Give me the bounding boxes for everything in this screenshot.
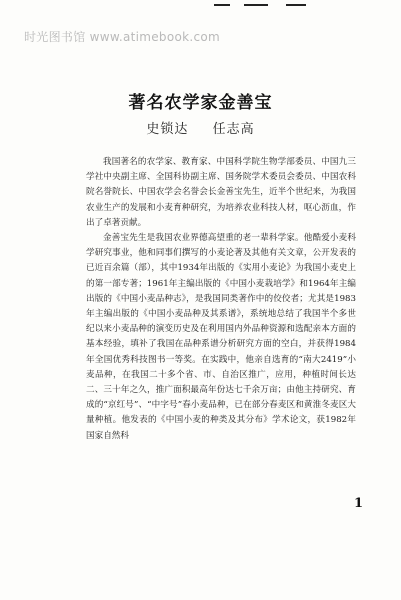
top-rule <box>286 4 306 6</box>
author-name: 史锁达 <box>146 122 189 137</box>
top-rule <box>214 4 230 6</box>
watermark: 时光图书馆 www.atimebook.com <box>24 30 221 44</box>
paragraph: 金善宝先生是我国农业界德高望重的老一辈科学家。他酷爱小麦科学研究事业，他和同事们撰写的小麦论著及其他有关文章，公开发表的已近百余篇（部），其中1934年出版的《实用小麦论》为我国小麦史上的第一部专著；1961年主编出版的《中国小麦栽培学》和1964年主编出版的《中国小麦品种志》，是我国同类著作中的佼佼者；尤其是1983年主编出版的《中国小麦品种及其系谱》，系统地总结了我国半个多世纪以来小麦品种的演变历史及在利用国内外品种资源和选配亲本方面的基本经验，填补了我国在品种系谱分析研究方面的空白，并获得1984年全国优秀科技图书一等奖。在实践中，他亲自选育的“南大2419”小麦品种，在我国二十多个省、市、自治区推广，应用，种植时间长达二、三十年之久，推广面积最高年份达七千余万亩；由他主持研究、育成的“京红号”、“中字号”春小麦品种，已在部分春麦区和黄淮冬麦区大量种植。他发表的《中国小麦的种类及其分布》学术论文，获1982年国家自然科 <box>86 233 356 441</box>
paragraph: 我国著名的农学家、教育家、中国科学院生物学部委员、中国九三学社中央副主席、全国科协副主席、国务院学术委员会委员、中国农科院名誉院长、中国农学会名誉会长金善宝先生，近半个世纪来，为我国农业生产的发展和小麦育种研究，为培养农业科技人材，呕心沥血，作出了卓著贡献。 <box>86 157 356 228</box>
top-rule <box>244 4 268 6</box>
author-name: 任志高 <box>212 122 255 137</box>
article-title: 著名农学家金善宝 <box>128 93 273 113</box>
page-number: 1 <box>354 496 364 511</box>
authors <box>0 118 401 137</box>
article-body <box>86 155 356 444</box>
